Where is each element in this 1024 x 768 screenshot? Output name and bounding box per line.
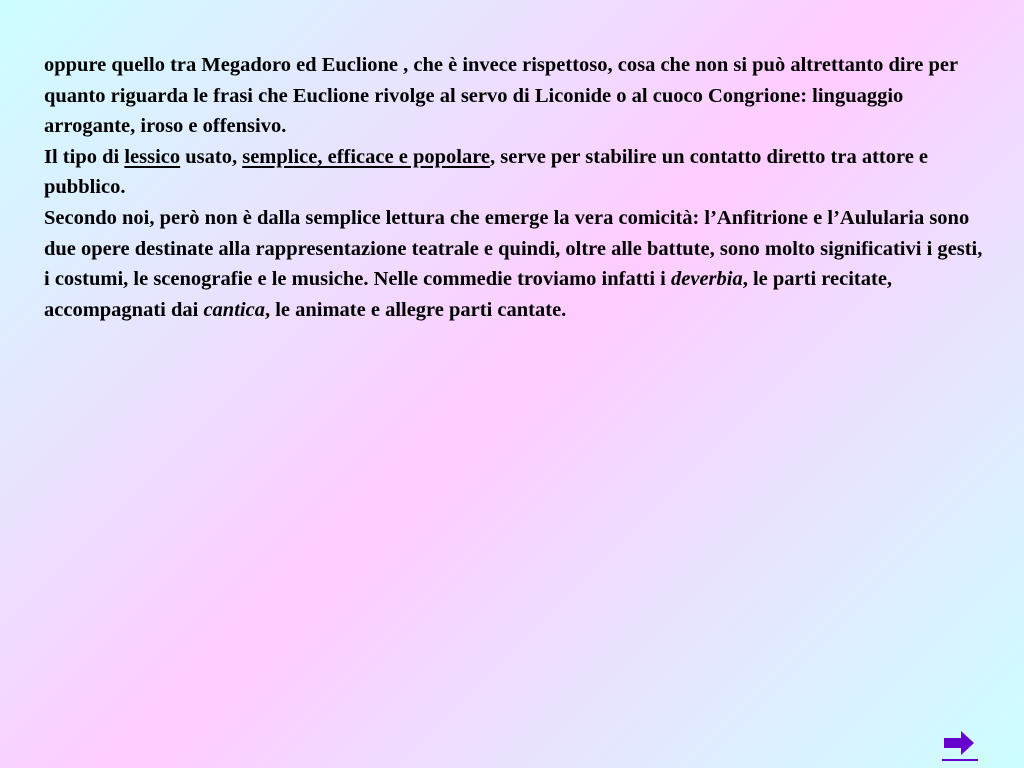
paragraph-3-text-mid: , le parti recitate, accompagnati dai — [44, 268, 893, 321]
lessico-term: lessico — [124, 145, 181, 168]
next-slide-button[interactable] — [941, 727, 979, 763]
slide-body-text — [44, 50, 984, 325]
paragraph-3-text-end: , le animate e allegre parti cantate. — [264, 298, 567, 321]
paragraph-3 — [44, 203, 984, 325]
paragraph-1-text: oppure quello tra Megadoro ed Euclione , che è invece rispettoso, cosa che non si può altrettanto dire per quanto riguarda le frasi che Euclione rivolge al servo di Liconide o al cuoco Congrione: linguaggio arrogante, iroso e offensivo. — [44, 54, 958, 138]
semplice-efficace-popolare-term: semplice, efficace e popolare — [242, 145, 491, 168]
paragraph-2-text-end: , serve per stabilire un contatto diretto tra attore e pubblico. — [44, 145, 929, 199]
deverbia-term: deverbia — [671, 268, 743, 291]
paragraph-2 — [44, 142, 984, 203]
right-arrow-icon — [941, 727, 979, 763]
paragraph-2-text-start: Il tipo di — [44, 145, 125, 168]
paragraph-3-text-start: Secondo noi, però non è dalla semplice lettura che emerge la vera comicità: l’Anfitrione e l’Aulularia sono due opere destinate alla rappresentazione teatrale e quindi, oltre alle battute, sono molto significativi i gesti, i costumi, le scenografie e le musiche. Nelle commedie troviamo infatti i — [44, 206, 983, 291]
cantica-term: cantica — [203, 298, 265, 321]
paragraph-1 — [44, 50, 984, 142]
paragraph-2-text-mid: usato, — [180, 145, 243, 168]
